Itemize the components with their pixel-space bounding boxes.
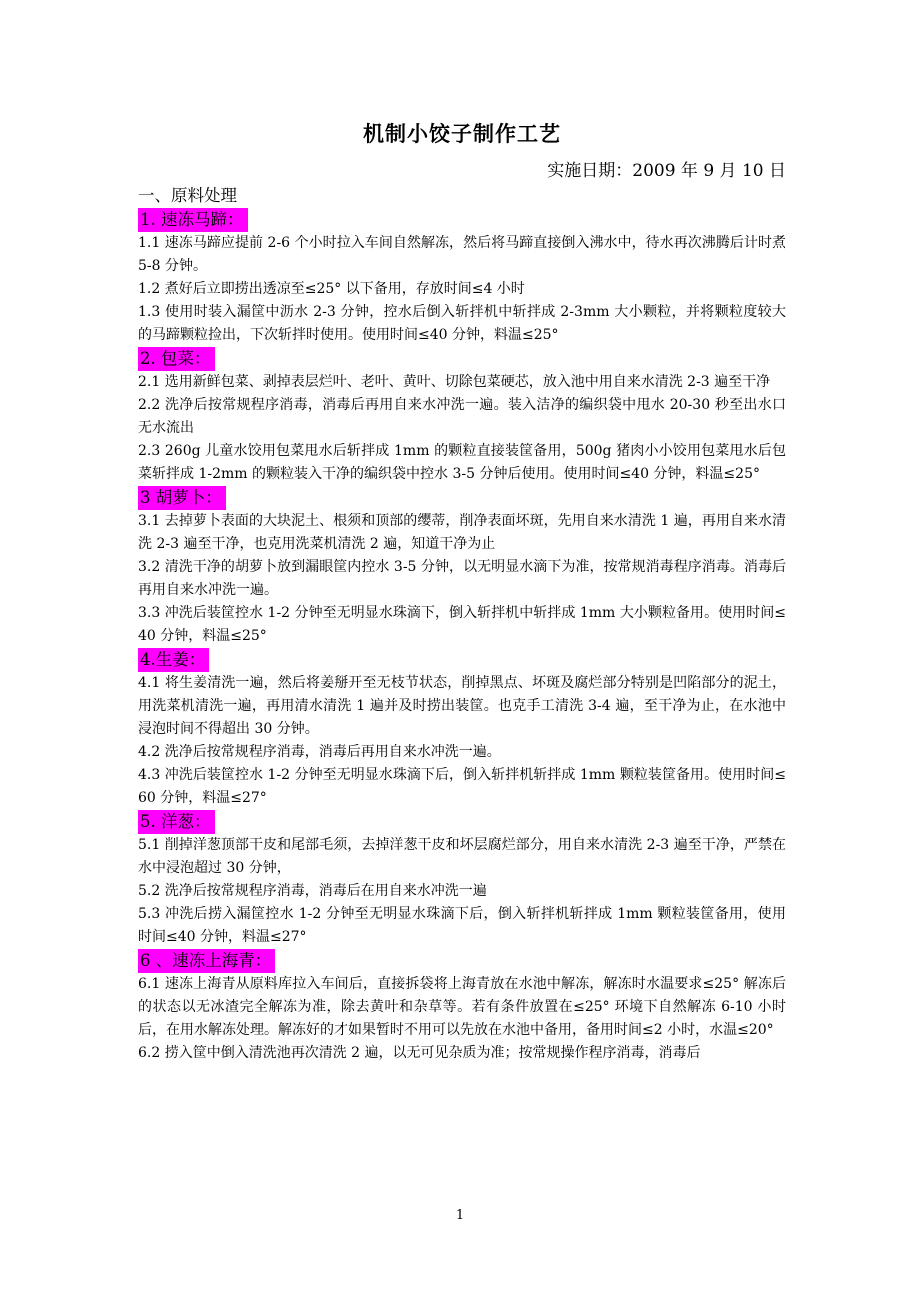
step-paragraph: 5.3 冲洗后捞入漏筐控水 1-2 分钟至无明显水珠滴下后，倒入斩拌机斩拌成 1mm 颗粒装筐备用，使用时间≤40 分钟，料温≤27° bbox=[138, 906, 786, 945]
step-paragraph: 2.2 洗净后按常规程序消毒，消毒后再用自来水冲洗一遍。装入洁净的编织袋中甩水 20-30 秒至出水口无水流出 bbox=[138, 397, 786, 436]
step-paragraph: 1.3 使用时装入漏筐中沥水 2-3 分钟，控水后倒入斩拌机中斩拌成 2-3mm 大小颗粒，并将颗粒度较大的马蹄颗粒捡出，下次斩拌时使用。使用时间≤40 分钟，料温≤25° bbox=[138, 304, 786, 343]
step-paragraph: 5.2 洗净后按常规程序消毒，消毒后在用自来水冲洗一遍 bbox=[138, 883, 487, 899]
step-paragraph: 4.3 冲洗后装筐控水 1-2 分钟至无明显水珠滴下后，倒入斩拌机斩拌成 1mm 颗粒装筐备用。使用时间≤60 分钟，料温≤27° bbox=[138, 767, 786, 806]
page-number: 1 bbox=[455, 1208, 465, 1223]
material-heading: 4.生姜： bbox=[138, 648, 209, 672]
material-heading: 1. 速冻马蹄： bbox=[138, 208, 248, 232]
step-paragraph: 1.2 煮好后立即捞出透凉至≤25° 以下备用，存放时间≤4 小时 bbox=[138, 281, 525, 297]
step-paragraph: 5.1 削掉洋葱顶部干皮和尾部毛须，去掉洋葱干皮和坏层腐烂部分，用自来水清洗 2-3 遍至干净，严禁在水中浸泡超过 30 分钟， bbox=[138, 837, 786, 876]
step-paragraph: 4.2 洗净后按常规程序消毒，消毒后再用自来水冲洗一遍。 bbox=[138, 744, 501, 760]
step-paragraph: 6.1 速冻上海青从原料库拉入车间后，直接拆袋将上海青放在水池中解冻，解冻时水温要求≤25° 解冻后的状态以无冰渣完全解冻为准，除去黄叶和杂草等。若有条件放置在≤25° 环境下自然解冻 6-10 小时后，在用水解冻处理。解冻好的才如果暂时不用可以先放在水池中备用，备用时间≤2 小时，水温≤20° bbox=[138, 976, 786, 1038]
material-block-carrot bbox=[138, 486, 786, 648]
step-paragraph: 2.3 260g 儿童水饺用包菜甩水后斩拌成 1mm 的颗粒直接装筐备用，500g 猪肉小小饺用包菜甩水后包菜斩拌成 1-2mm 的颗粒装入干净的编织袋中控水 3-5 分钟后使用。使用时间≤40 分钟，料温≤25° bbox=[138, 443, 786, 482]
material-heading: 3 胡萝卜： bbox=[138, 486, 226, 510]
material-heading: 2. 包菜： bbox=[138, 347, 215, 371]
document-title: 机制小饺子制作工艺 bbox=[363, 121, 561, 146]
document-content bbox=[138, 118, 786, 1065]
section-heading: 一、原料处理 bbox=[138, 186, 237, 205]
step-paragraph: 6.2 捞入筐中倒入清洗池再次清洗 2 遍，以无可见杂质为准；按常规操作程序消毒，消毒后 bbox=[138, 1045, 701, 1061]
step-paragraph: 3.1 去掉萝卜表面的大块泥土、根须和顶部的缨蒂，削净表面坏斑，先用自来水清洗 1 遍，再用自来水清洗 2-3 遍至干净，也克用洗菜机清洗 2 遍，知道干净为止 bbox=[138, 513, 786, 552]
material-heading: 5. 洋葱： bbox=[138, 810, 215, 834]
material-block-cabbage bbox=[138, 347, 786, 486]
material-block-ginger bbox=[138, 648, 786, 810]
step-paragraph: 4.1 将生姜清洗一遍，然后将姜掰开至无枝节状态，削掉黑点、坏斑及腐烂部分特别是凹陷部分的泥土，用洗菜机清洗一遍，再用清水清洗 1 遍并及时捞出装筐。也克手工清洗 3-4 遍，至干净为止，在水池中浸泡时间不得超出 30 分钟。 bbox=[138, 675, 786, 737]
step-paragraph: 1.1 速冻马蹄应提前 2-6 个小时拉入车间自然解冻，然后将马蹄直接倒入沸水中，待水再次沸腾后计时煮 5-8 分钟。 bbox=[138, 235, 786, 274]
material-heading: 6 、速冻上海青： bbox=[138, 949, 275, 973]
implementation-date: 实施日期：2009 年 9 月 10 日 bbox=[547, 161, 786, 181]
material-block-water-chestnut bbox=[138, 208, 786, 347]
step-paragraph: 3.2 清洗干净的胡萝卜放到漏眼筐内控水 3-5 分钟，以无明显水滴下为准，按常规消毒程序消毒。消毒后再用自来水冲洗一遍。 bbox=[138, 559, 786, 598]
step-paragraph: 3.3 冲洗后装筐控水 1-2 分钟至无明显水珠滴下，倒入斩拌机中斩拌成 1mm 大小颗粒备用。使用时间≤40 分钟，料温≤25° bbox=[138, 605, 786, 644]
material-block-bok-choy bbox=[138, 949, 786, 1065]
step-paragraph: 2.1 选用新鲜包菜、剥掉表层烂叶、老叶、黄叶、切除包菜硬芯，放入池中用自来水清洗 2-3 遍至干净 bbox=[138, 374, 771, 390]
material-block-onion bbox=[138, 810, 786, 949]
